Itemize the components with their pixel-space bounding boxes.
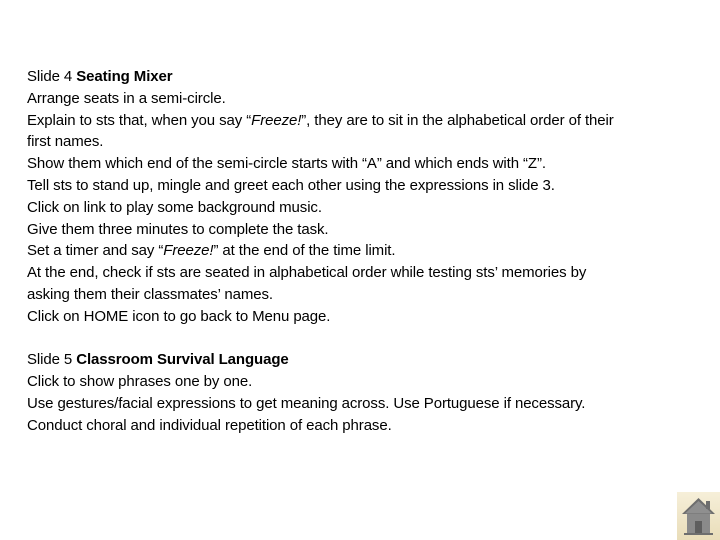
slide4-line-2: Explain to sts that, when you say “Freeze!”, they are to sit in the alphabetical order of their xyxy=(27,111,614,129)
slide5-line-3: Conduct choral and individual repetition of each phrase. xyxy=(27,416,392,434)
slide4-line-1: Arrange seats in a semi-circle. xyxy=(27,89,226,107)
slide4-line-3: first names. xyxy=(27,133,104,151)
slide4-line-7: Give them three minutes to complete the task. xyxy=(27,220,329,238)
slide4-line-10: asking them their classmates’ names. xyxy=(27,285,273,303)
home-button[interactable] xyxy=(677,492,720,540)
slide4-line-11: Click on HOME icon to go back to Menu page. xyxy=(27,307,331,325)
slide4-line-6: Click on link to play some background music. xyxy=(27,198,322,216)
slide4-line-8: Set a timer and say “Freeze!” at the end of the time limit. xyxy=(27,242,396,260)
slide4-line-9: At the end, check if sts are seated in alphabetical order while testing sts’ memories by xyxy=(27,264,587,282)
slide4-title: Seating Mixer xyxy=(76,68,173,85)
slide4-line-5: Tell sts to stand up, mingle and greet each other using the expressions in slide 3. xyxy=(27,176,555,194)
home-icon xyxy=(677,492,720,540)
slide5-title: Classroom Survival Language xyxy=(76,351,289,369)
speaker-notes xyxy=(27,66,707,437)
section-spacer xyxy=(27,328,707,350)
slide4-heading xyxy=(27,66,707,88)
slide4-label: Slide 4 xyxy=(27,68,73,85)
freeze-word: Freeze! xyxy=(251,111,302,129)
slide5-label: Slide 5 xyxy=(27,351,73,369)
freeze-word-2: Freeze! xyxy=(163,242,214,260)
slide5-heading xyxy=(27,349,707,371)
slide4-line-4: Show them which end of the semi-circle starts with “A” and which ends with “Z”. xyxy=(27,155,546,173)
slide5-line-2: Use gestures/facial expressions to get meaning across. Use Portuguese if necessary. xyxy=(27,394,586,412)
slide5-line-1: Click to show phrases one by one. xyxy=(27,373,253,391)
